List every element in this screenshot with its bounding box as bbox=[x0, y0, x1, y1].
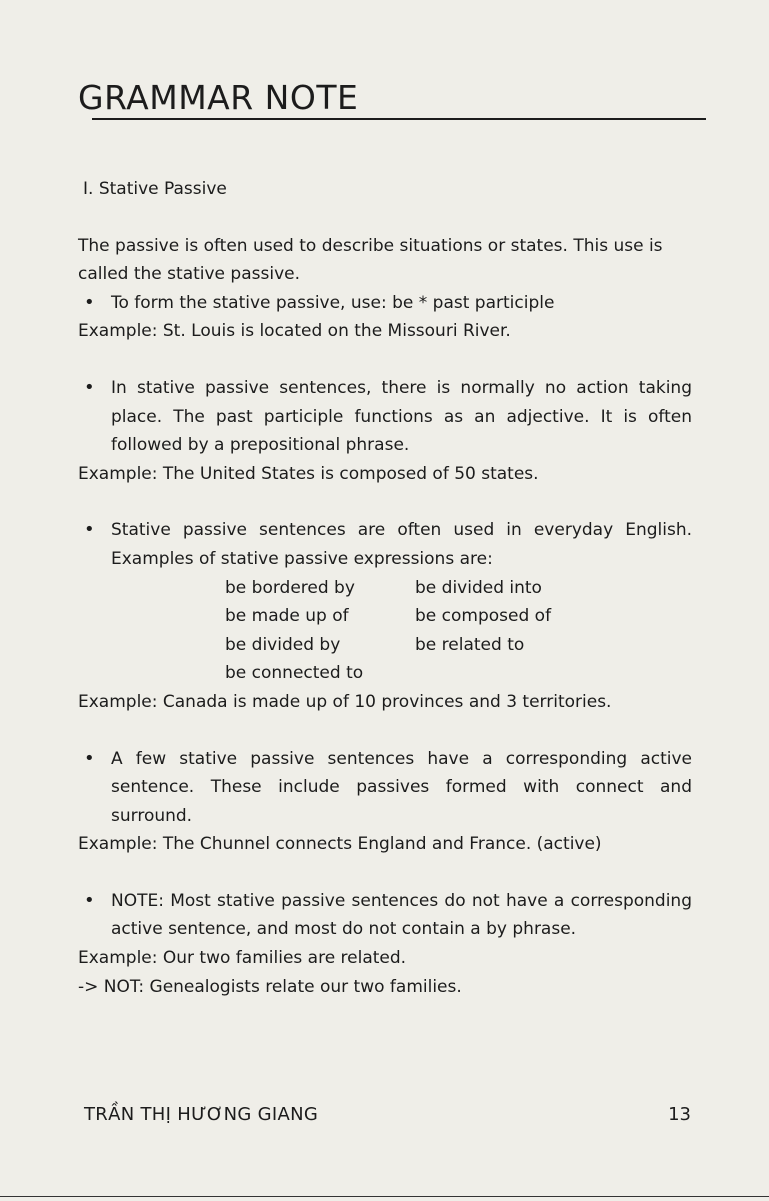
bullet-list-4 bbox=[78, 745, 692, 831]
not-example-genealogists: -> NOT: Genealogists relate our two families. bbox=[78, 976, 462, 997]
expression-item: be connected to bbox=[225, 663, 364, 684]
expression-item: be divided into bbox=[415, 577, 542, 598]
example-chunnel: Example: The Chunnel connects England and France. (active) bbox=[78, 834, 602, 855]
bullet-list-1 bbox=[78, 289, 692, 318]
intro-paragraph: The passive is often used to describe situations or states. This use is called the stative passive. bbox=[78, 235, 663, 285]
bullet-list-5 bbox=[78, 887, 692, 944]
expression-item: be composed of bbox=[415, 606, 552, 627]
bullet-corresponding-active: • A few stative passive sentences have a corresponding active sentence. These include passives formed with connect and surround. bbox=[78, 745, 692, 831]
expression-item: be divided by bbox=[225, 634, 341, 655]
footer-author: TRẦN THỊ HƯƠNG GIANG bbox=[84, 1104, 319, 1125]
bullet-list-3 bbox=[78, 516, 692, 573]
section-heading: I. Stative Passive bbox=[83, 179, 227, 199]
page-number: 13 bbox=[668, 1104, 691, 1125]
example-st-louis: Example: St. Louis is located on the Missouri River. bbox=[78, 321, 511, 342]
expression-item: be related to bbox=[415, 634, 525, 655]
title-underline bbox=[92, 118, 706, 120]
example-united-states: Example: The United States is composed of 50 states. bbox=[78, 463, 539, 484]
example-canada: Example: Canada is made up of 10 provinces and 3 territories. bbox=[78, 691, 612, 712]
grammar-note-content bbox=[78, 175, 692, 1001]
expression-item: be made up of bbox=[225, 606, 349, 627]
example-families: Example: Our two families are related. bbox=[78, 948, 407, 969]
bottom-border bbox=[0, 1196, 769, 1197]
bullet-no-action: • In stative passive sentences, there is normally no action taking place. The past participle functions as an adjective. It is often followed by a prepositional phrase. bbox=[78, 374, 692, 460]
bullet-everyday-english: • Stative passive sentences are often used in everyday English. Examples of stative passive expressions are: bbox=[78, 516, 692, 573]
expression-item: be bordered by bbox=[225, 577, 355, 598]
bullet-note: • NOTE: Most stative passive sentences do not have a corresponding active sentence, and most do not contain a by phrase. bbox=[78, 887, 692, 944]
bullet-list-2 bbox=[78, 374, 692, 460]
bullet-form-rule: • To form the stative passive, use: be * past participle bbox=[78, 289, 692, 318]
page-title: GRAMMAR NOTE bbox=[78, 78, 359, 117]
expression-table bbox=[225, 574, 692, 688]
